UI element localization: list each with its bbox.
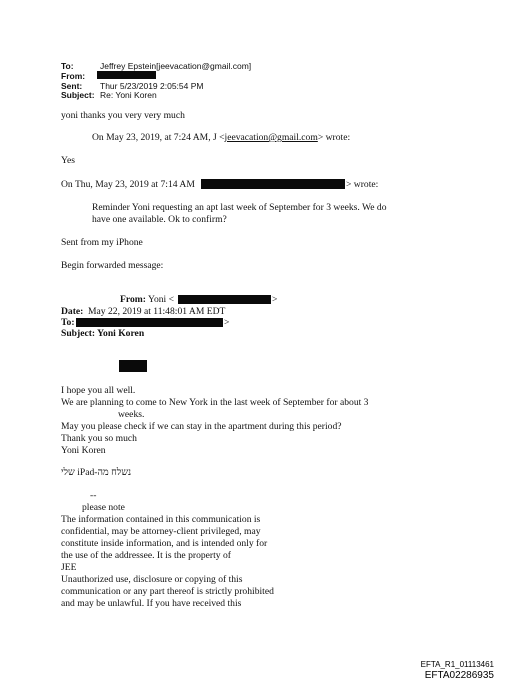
fw-to-end: > bbox=[224, 317, 230, 328]
sent-from-line: Sent from my iPhone bbox=[61, 237, 143, 248]
fw-to-label: To: bbox=[61, 317, 75, 328]
message-line-6: Yoni Koren bbox=[61, 445, 106, 456]
signature-dashes: -- bbox=[90, 490, 97, 501]
redaction-bar bbox=[97, 71, 156, 79]
quote1-suffix: > wrote: bbox=[317, 132, 351, 143]
fw-subject-value: Yoni Koren bbox=[97, 328, 145, 339]
redaction-bar bbox=[201, 179, 345, 189]
to-label: To: bbox=[61, 61, 74, 71]
redaction-bar bbox=[178, 295, 271, 304]
reminder-line-2: have one available. Ok to confirm? bbox=[92, 214, 227, 225]
fw-from-value: Yoni < bbox=[148, 294, 175, 305]
disclaimer-line-5: JEE bbox=[61, 562, 77, 573]
disclaimer-line-6: Unauthorized use, disclosure or copying of this bbox=[61, 574, 243, 585]
hebrew-signature: נשלח מה-iPad שלי bbox=[61, 467, 132, 478]
fw-date-value: May 22, 2019 at 11:48:01 AM EDT bbox=[88, 306, 226, 317]
redaction-bar bbox=[119, 360, 147, 372]
disclaimer-line-1: The information contained in this communication is bbox=[61, 514, 261, 525]
disclaimer-line-2: confidential, may be attorney-client privileged, may bbox=[61, 526, 261, 537]
message-line-2: We are planning to come to New York in the last week of September for about 3 bbox=[61, 397, 369, 408]
subject-value: Re: Yoni Koren bbox=[100, 90, 157, 100]
yes-line: Yes bbox=[61, 155, 75, 166]
please-note: please note bbox=[82, 502, 125, 513]
redaction-bar bbox=[76, 318, 223, 327]
quote2-prefix: On Thu, May 23, 2019 at 7:14 AM bbox=[61, 179, 195, 190]
fw-subject-label-text: Subject: bbox=[61, 328, 96, 339]
reminder-line-1: Reminder Yoni requesting an apt last week of September for 3 weeks. We do bbox=[92, 202, 387, 213]
quote1-email-link[interactable]: jeevacation@gmail.com bbox=[224, 132, 318, 143]
sent-label: Sent: bbox=[61, 81, 83, 91]
bates-ref-1: EFTA_R1_01113461 bbox=[420, 660, 494, 669]
quote1-prefix: On May 23, 2019, at 7:24 AM, J < bbox=[92, 132, 225, 143]
quote2-suffix: > wrote: bbox=[346, 179, 379, 190]
bates-ref-2: EFTA02286935 bbox=[424, 670, 494, 681]
subject-label: Subject: bbox=[61, 90, 95, 100]
disclaimer-line-3: constitute inside information, and is intended only for bbox=[61, 538, 268, 549]
message-line-5: Thank you so much bbox=[61, 433, 137, 444]
message-line-3: weeks. bbox=[118, 409, 145, 420]
from-label: From: bbox=[61, 71, 86, 81]
fw-from-end: > bbox=[272, 294, 278, 305]
message-line-4: May you please check if we can stay in the apartment during this period? bbox=[61, 421, 342, 432]
disclaimer-line-8: and may be unlawful. If you have received this bbox=[61, 598, 242, 609]
message-line-1: I hope you all well. bbox=[61, 385, 136, 396]
begin-forwarded-line: Begin forwarded message: bbox=[61, 260, 164, 271]
quote1-line bbox=[92, 132, 350, 144]
fw-date-label: Date: bbox=[61, 306, 84, 317]
fw-subject-label bbox=[61, 328, 144, 339]
disclaimer-line-4: the use of the addressee. It is the property of bbox=[61, 550, 231, 561]
to-value: Jeffrey Epstein[jeevacation@gmail.com] bbox=[100, 61, 252, 71]
reply-line: yoni thanks you very very much bbox=[61, 110, 185, 121]
sent-value: Thur 5/23/2019 2:05:54 PM bbox=[100, 81, 204, 91]
fw-from-label: From: bbox=[120, 294, 146, 305]
disclaimer-line-7: communication or any part thereof is strictly prohibited bbox=[61, 586, 274, 597]
